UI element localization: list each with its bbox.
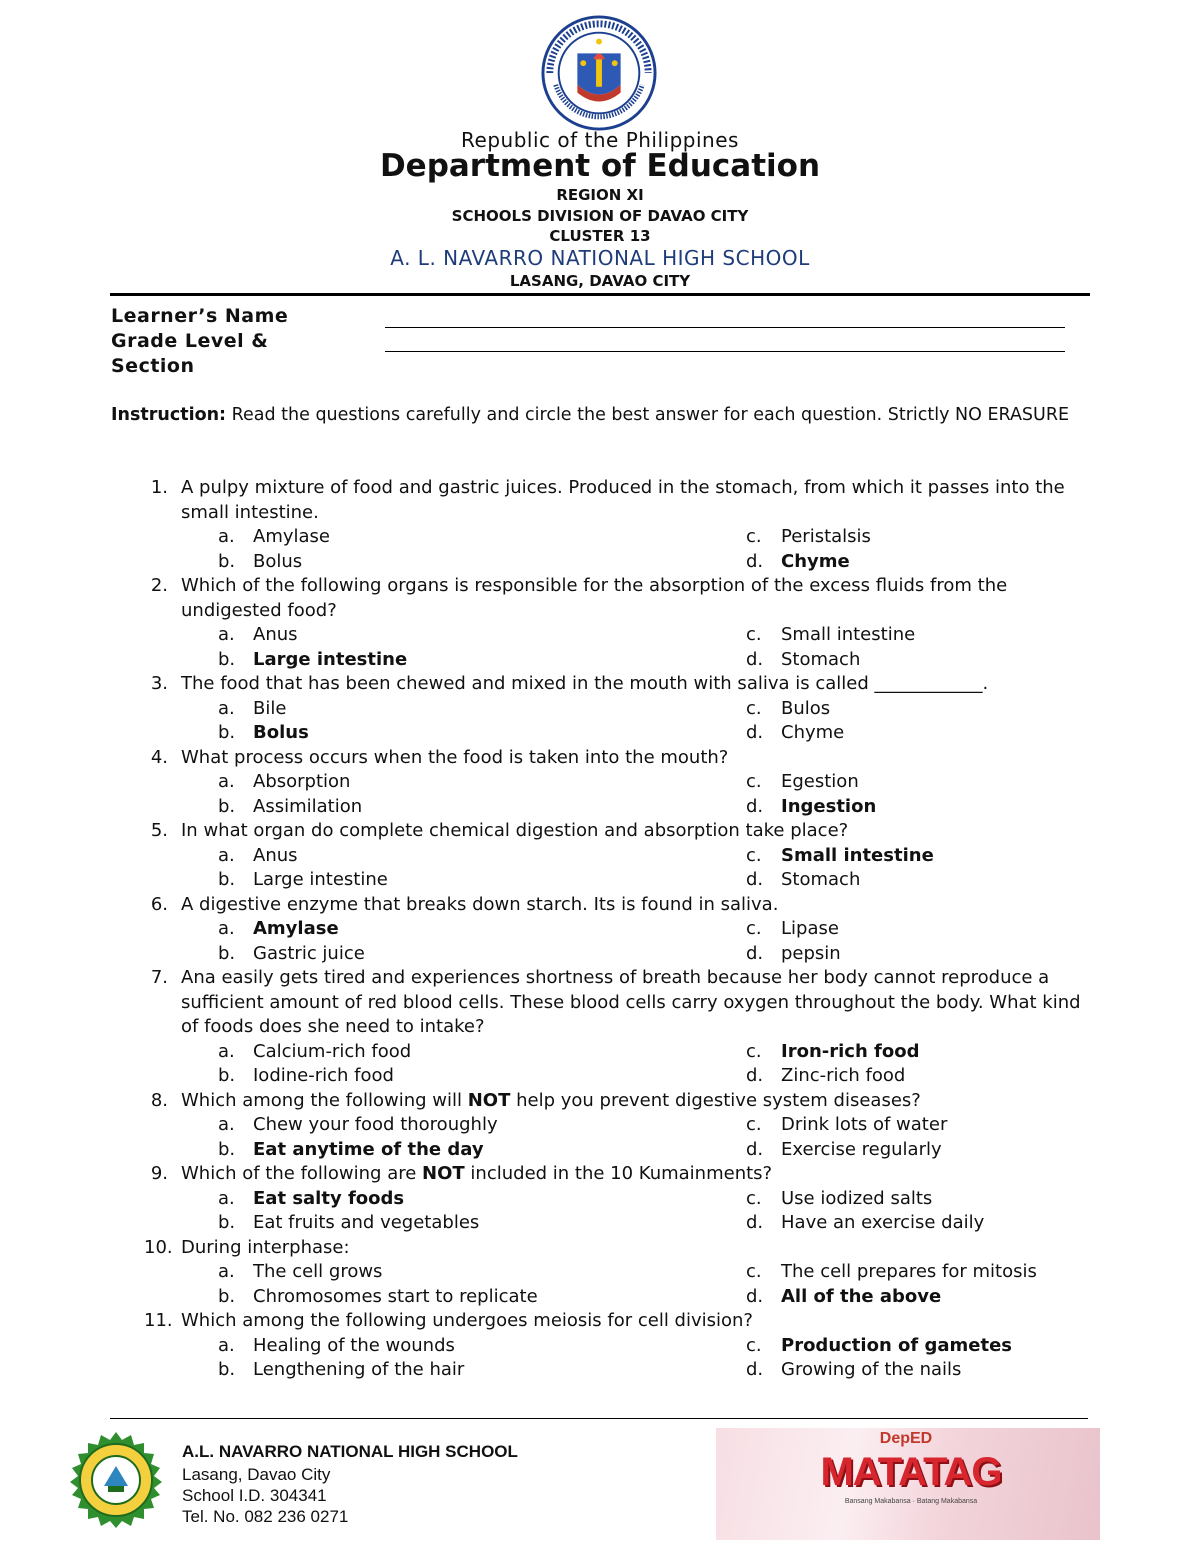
option-letter: b. bbox=[218, 550, 236, 572]
answer-option[interactable] bbox=[746, 795, 876, 820]
options-row bbox=[0, 1064, 1200, 1089]
option-letter: b. bbox=[218, 1285, 236, 1307]
option-text: Use iodized salts bbox=[781, 1187, 933, 1209]
answer-option[interactable] bbox=[218, 868, 388, 893]
option-text: Chyme bbox=[781, 722, 845, 743]
option-text: Lengthening of the hair bbox=[253, 1359, 465, 1380]
answer-option[interactable] bbox=[218, 917, 339, 942]
answer-option[interactable] bbox=[218, 1358, 464, 1383]
option-text: Eat fruits and vegetables bbox=[253, 1212, 480, 1233]
options-row bbox=[0, 942, 1200, 967]
answer-option[interactable] bbox=[746, 1211, 984, 1236]
option-letter: c. bbox=[746, 918, 762, 939]
option-letter: d. bbox=[746, 722, 764, 743]
question-text-part: included in the 10 Kumainments? bbox=[464, 1163, 773, 1184]
answer-option[interactable] bbox=[746, 1334, 1012, 1359]
answer-option[interactable] bbox=[218, 1211, 479, 1236]
option-text: pepsin bbox=[781, 942, 841, 964]
matatag-banner bbox=[716, 1428, 1100, 1540]
option-text: Small intestine bbox=[781, 624, 916, 645]
option-text: Drink lots of water bbox=[781, 1114, 948, 1135]
question-number: 7. bbox=[150, 967, 168, 988]
answer-option[interactable] bbox=[746, 721, 844, 746]
answer-option[interactable] bbox=[746, 648, 860, 673]
answer-option[interactable] bbox=[218, 550, 302, 575]
answer-option[interactable] bbox=[746, 868, 860, 893]
question-text-part: During interphase: bbox=[181, 1236, 350, 1258]
option-text: Anus bbox=[253, 844, 298, 866]
option-letter: b. bbox=[218, 648, 236, 670]
options-row bbox=[0, 1358, 1200, 1383]
answer-option[interactable] bbox=[218, 770, 350, 795]
option-text: Large intestine bbox=[253, 648, 408, 670]
option-letter: c. bbox=[746, 1187, 762, 1209]
option-letter: c. bbox=[746, 526, 762, 547]
answer-option[interactable] bbox=[746, 1064, 905, 1089]
question-item bbox=[0, 966, 1200, 1040]
option-text: All of the above bbox=[781, 1285, 942, 1307]
options-row bbox=[0, 770, 1200, 795]
answer-option[interactable] bbox=[218, 1113, 498, 1138]
question-item bbox=[0, 746, 1200, 771]
option-text: Bulos bbox=[781, 697, 831, 719]
banner-deped-logo: DepED bbox=[879, 1430, 933, 1447]
question-text-part: Which of the following are bbox=[181, 1163, 423, 1184]
answer-option[interactable] bbox=[746, 525, 871, 550]
answer-option[interactable] bbox=[746, 697, 830, 722]
question-text-part: Which of the following organs is responsible for the absorption of the excess fluids from the undigested food? bbox=[181, 575, 1008, 621]
option-letter: a. bbox=[218, 1114, 235, 1135]
question-text bbox=[181, 1162, 1086, 1187]
option-text: Eat anytime of the day bbox=[253, 1138, 484, 1160]
option-letter: c. bbox=[746, 1261, 762, 1282]
option-letter: a. bbox=[218, 624, 235, 645]
question-item bbox=[0, 1309, 1200, 1334]
option-letter: d. bbox=[746, 1138, 764, 1160]
banner-subtitle: Bansang Makabansa · Batang Makabansa bbox=[844, 1498, 978, 1505]
answer-option[interactable] bbox=[746, 1358, 961, 1383]
option-letter: a. bbox=[218, 844, 235, 866]
answer-option[interactable] bbox=[746, 1113, 947, 1138]
question-item bbox=[0, 574, 1200, 623]
question-item bbox=[0, 1162, 1200, 1187]
question-text bbox=[181, 1236, 1086, 1261]
question-text bbox=[181, 746, 1086, 771]
option-letter: b. bbox=[218, 1359, 236, 1380]
banner-title: MATATAG bbox=[820, 1450, 1002, 1494]
answer-option[interactable] bbox=[218, 1187, 404, 1212]
division-heading: SCHOOLS DIVISION OF DAVAO CITY bbox=[451, 207, 749, 225]
question-item bbox=[0, 1089, 1200, 1114]
options-row bbox=[0, 525, 1200, 550]
answer-option[interactable] bbox=[746, 1187, 932, 1212]
option-text: Have an exercise daily bbox=[781, 1212, 985, 1233]
instruction-paragraph bbox=[111, 403, 1091, 428]
option-letter: d. bbox=[746, 1285, 764, 1307]
options-row bbox=[0, 1138, 1200, 1163]
option-text: Exercise regularly bbox=[781, 1138, 942, 1160]
option-text: Production of gametes bbox=[781, 1334, 1013, 1356]
question-text bbox=[181, 476, 1086, 525]
answer-option[interactable] bbox=[218, 1040, 411, 1065]
question-text bbox=[181, 574, 1086, 623]
answer-option[interactable] bbox=[218, 1064, 394, 1089]
answer-option[interactable] bbox=[218, 942, 365, 967]
option-text: Large intestine bbox=[253, 869, 388, 890]
grade-level-label: Grade Level & bbox=[111, 330, 269, 352]
option-text: Zinc-rich food bbox=[781, 1065, 906, 1086]
question-item bbox=[0, 893, 1200, 918]
option-letter: b. bbox=[218, 1138, 236, 1160]
question-emphasis: NOT bbox=[467, 1089, 511, 1111]
question-number: 11. bbox=[144, 1310, 173, 1331]
question-list bbox=[0, 476, 1200, 1383]
answer-option[interactable] bbox=[746, 942, 841, 967]
region-heading: REGION XI bbox=[556, 186, 644, 204]
option-text: Bolus bbox=[253, 550, 303, 572]
option-letter: c. bbox=[746, 844, 762, 866]
answer-option[interactable] bbox=[218, 1334, 455, 1359]
option-letter: b. bbox=[218, 1212, 236, 1233]
question-number: 5. bbox=[150, 820, 168, 841]
option-letter: c. bbox=[746, 624, 762, 645]
question-text-part: The food that has been chewed and mixed in the mouth with saliva is called ____________. bbox=[181, 673, 989, 694]
options-row bbox=[0, 1040, 1200, 1065]
department-heading: Department of Education bbox=[379, 148, 821, 184]
answer-option[interactable] bbox=[218, 1285, 538, 1310]
option-text: Chew your food thoroughly bbox=[253, 1114, 498, 1135]
options-row bbox=[0, 721, 1200, 746]
question-text bbox=[181, 672, 1086, 697]
option-text: Anus bbox=[253, 624, 298, 645]
option-letter: d. bbox=[746, 648, 764, 670]
option-letter: b. bbox=[218, 722, 236, 743]
question-text-part: Which among the following will bbox=[181, 1089, 468, 1111]
republic-heading: Republic of the Philippines bbox=[461, 128, 739, 152]
options-row bbox=[0, 697, 1200, 722]
options-row bbox=[0, 795, 1200, 820]
option-letter: c. bbox=[746, 697, 762, 719]
option-letter: d. bbox=[746, 1212, 764, 1233]
option-letter: b. bbox=[218, 942, 236, 964]
question-item bbox=[0, 1236, 1200, 1261]
question-item bbox=[0, 672, 1200, 697]
footer-address: Lasang, Davao City bbox=[182, 1465, 331, 1484]
option-text: Bolus bbox=[253, 722, 309, 743]
option-letter: c. bbox=[746, 1114, 762, 1135]
question-number: 9. bbox=[150, 1163, 168, 1184]
answer-option[interactable] bbox=[218, 721, 309, 746]
option-letter: a. bbox=[218, 1261, 235, 1282]
deped-seal-logo bbox=[540, 14, 658, 132]
option-text: Calcium-rich food bbox=[253, 1040, 412, 1062]
option-text: Lipase bbox=[781, 918, 839, 939]
footer-school-id: School I.D. 304341 bbox=[182, 1486, 327, 1505]
option-letter: a. bbox=[218, 526, 235, 547]
options-row bbox=[0, 623, 1200, 648]
option-text: Egestion bbox=[781, 771, 859, 792]
options-row bbox=[0, 1260, 1200, 1285]
footer-school-name: A.L. NAVARRO NATIONAL HIGH SCHOOL bbox=[182, 1442, 518, 1461]
answer-option[interactable] bbox=[218, 525, 330, 550]
answer-option[interactable] bbox=[746, 770, 859, 795]
option-text: The cell grows bbox=[253, 1261, 383, 1282]
question-text-part: A pulpy mixture of food and gastric juices. Produced in the stomach, from which it passes into the small intestine. bbox=[181, 477, 1065, 523]
option-letter: b. bbox=[218, 869, 236, 890]
option-letter: c. bbox=[746, 771, 762, 792]
answer-option[interactable] bbox=[746, 917, 839, 942]
question-text-part: What process occurs when the food is taken into the mouth? bbox=[181, 746, 729, 768]
option-text: Ingestion bbox=[781, 795, 877, 817]
school-heading: A. L. NAVARRO NATIONAL HIGH SCHOOL bbox=[390, 246, 810, 270]
question-text-part: Which among the following undergoes meiosis for cell division? bbox=[181, 1310, 753, 1331]
option-letter: a. bbox=[218, 1187, 235, 1209]
option-letter: d. bbox=[746, 1065, 764, 1086]
question-item bbox=[0, 476, 1200, 525]
instruction-label: Instruction: bbox=[111, 405, 227, 425]
question-number: 1. bbox=[150, 477, 168, 498]
question-number: 10. bbox=[144, 1236, 173, 1258]
instruction-text: Read the questions carefully and circle the best answer for each question. Strictly NO ERASURE bbox=[226, 405, 1070, 425]
answer-option[interactable] bbox=[218, 795, 362, 820]
option-text: Iodine-rich food bbox=[253, 1065, 394, 1086]
question-text bbox=[181, 966, 1086, 1040]
option-text: Amylase bbox=[253, 526, 330, 547]
option-text: Iron-rich food bbox=[781, 1040, 920, 1062]
question-emphasis: NOT bbox=[422, 1163, 465, 1184]
answer-option[interactable] bbox=[746, 623, 915, 648]
question-text-part: help you prevent digestive system diseases? bbox=[510, 1089, 921, 1111]
options-row bbox=[0, 917, 1200, 942]
question-text-part: A digestive enzyme that breaks down starch. Its is found in saliva. bbox=[181, 893, 779, 915]
question-text-part: In what organ do complete chemical digestion and absorption take place? bbox=[181, 820, 849, 841]
option-text: Gastric juice bbox=[253, 942, 365, 964]
answer-option[interactable] bbox=[746, 1260, 1037, 1285]
answer-option[interactable] bbox=[746, 1138, 942, 1163]
option-letter: a. bbox=[218, 1040, 235, 1062]
option-text: Growing of the nails bbox=[781, 1359, 962, 1380]
option-letter: a. bbox=[218, 697, 235, 719]
option-letter: c. bbox=[746, 1040, 762, 1062]
options-row bbox=[0, 1113, 1200, 1138]
option-letter: d. bbox=[746, 795, 764, 817]
question-text bbox=[181, 1089, 1086, 1114]
options-row bbox=[0, 648, 1200, 673]
option-letter: c. bbox=[746, 1334, 762, 1356]
question-text-part: Ana easily gets tired and experiences shortness of breath because her body cannot reproduce a sufficient amount of red blood cells. These blood cells carry oxygen throughout the body. What kind of foods does she need to intake? bbox=[181, 967, 1081, 1037]
question-number: 6. bbox=[150, 893, 168, 915]
learner-name-blank[interactable] bbox=[385, 327, 1065, 328]
option-text: Amylase bbox=[253, 918, 339, 939]
question-item bbox=[0, 819, 1200, 844]
options-row bbox=[0, 1187, 1200, 1212]
option-text: Healing of the wounds bbox=[253, 1334, 455, 1356]
option-text: Peristalsis bbox=[781, 526, 871, 547]
question-text bbox=[181, 819, 1086, 844]
question-text bbox=[181, 893, 1086, 918]
option-text: The cell prepares for mitosis bbox=[781, 1261, 1037, 1282]
footer-divider bbox=[110, 1418, 1088, 1419]
option-text: Eat salty foods bbox=[253, 1187, 405, 1209]
answer-option[interactable] bbox=[218, 648, 407, 673]
question-number: 8. bbox=[150, 1089, 168, 1111]
options-row bbox=[0, 1285, 1200, 1310]
options-row bbox=[0, 868, 1200, 893]
option-letter: d. bbox=[746, 942, 764, 964]
question-number: 4. bbox=[150, 746, 168, 768]
options-row bbox=[0, 1334, 1200, 1359]
answer-option[interactable] bbox=[218, 623, 298, 648]
option-letter: a. bbox=[218, 918, 235, 939]
school-seal-logo bbox=[66, 1430, 166, 1530]
learner-name-label: Learner’s Name bbox=[111, 305, 289, 327]
option-text: Absorption bbox=[253, 771, 351, 792]
footer-telephone: Tel. No. 082 236 0271 bbox=[182, 1507, 349, 1526]
option-letter: a. bbox=[218, 771, 235, 792]
option-text: Bile bbox=[253, 697, 287, 719]
answer-option[interactable] bbox=[218, 1260, 382, 1285]
option-letter: b. bbox=[218, 795, 236, 817]
question-number: 3. bbox=[150, 673, 168, 694]
option-text: Stomach bbox=[781, 648, 861, 670]
cluster-heading: CLUSTER 13 bbox=[549, 227, 651, 245]
option-letter: d. bbox=[746, 1359, 764, 1380]
option-text: Stomach bbox=[781, 869, 861, 890]
answer-option[interactable] bbox=[746, 1285, 941, 1310]
option-letter: d. bbox=[746, 869, 764, 890]
answer-option[interactable] bbox=[218, 844, 298, 869]
option-text: Chyme bbox=[781, 550, 850, 572]
options-row bbox=[0, 550, 1200, 575]
option-letter: b. bbox=[218, 1065, 236, 1086]
option-text: Assimilation bbox=[253, 795, 363, 817]
answer-option[interactable] bbox=[218, 697, 286, 722]
answer-option[interactable] bbox=[746, 550, 850, 575]
option-text: Small intestine bbox=[781, 844, 934, 866]
option-text: Chromosomes start to replicate bbox=[253, 1285, 538, 1307]
option-letter: d. bbox=[746, 550, 764, 572]
answer-option[interactable] bbox=[218, 1138, 484, 1163]
answer-option[interactable] bbox=[746, 844, 934, 869]
section-label: Section bbox=[111, 355, 195, 377]
question-text bbox=[181, 1309, 1086, 1334]
header-divider bbox=[110, 293, 1090, 296]
options-row bbox=[0, 1211, 1200, 1236]
option-letter: a. bbox=[218, 1334, 235, 1356]
answer-option[interactable] bbox=[746, 1040, 919, 1065]
grade-section-blank[interactable] bbox=[385, 351, 1065, 352]
question-number: 2. bbox=[150, 575, 168, 596]
options-row bbox=[0, 844, 1200, 869]
school-address: LASANG, DAVAO CITY bbox=[509, 272, 691, 290]
